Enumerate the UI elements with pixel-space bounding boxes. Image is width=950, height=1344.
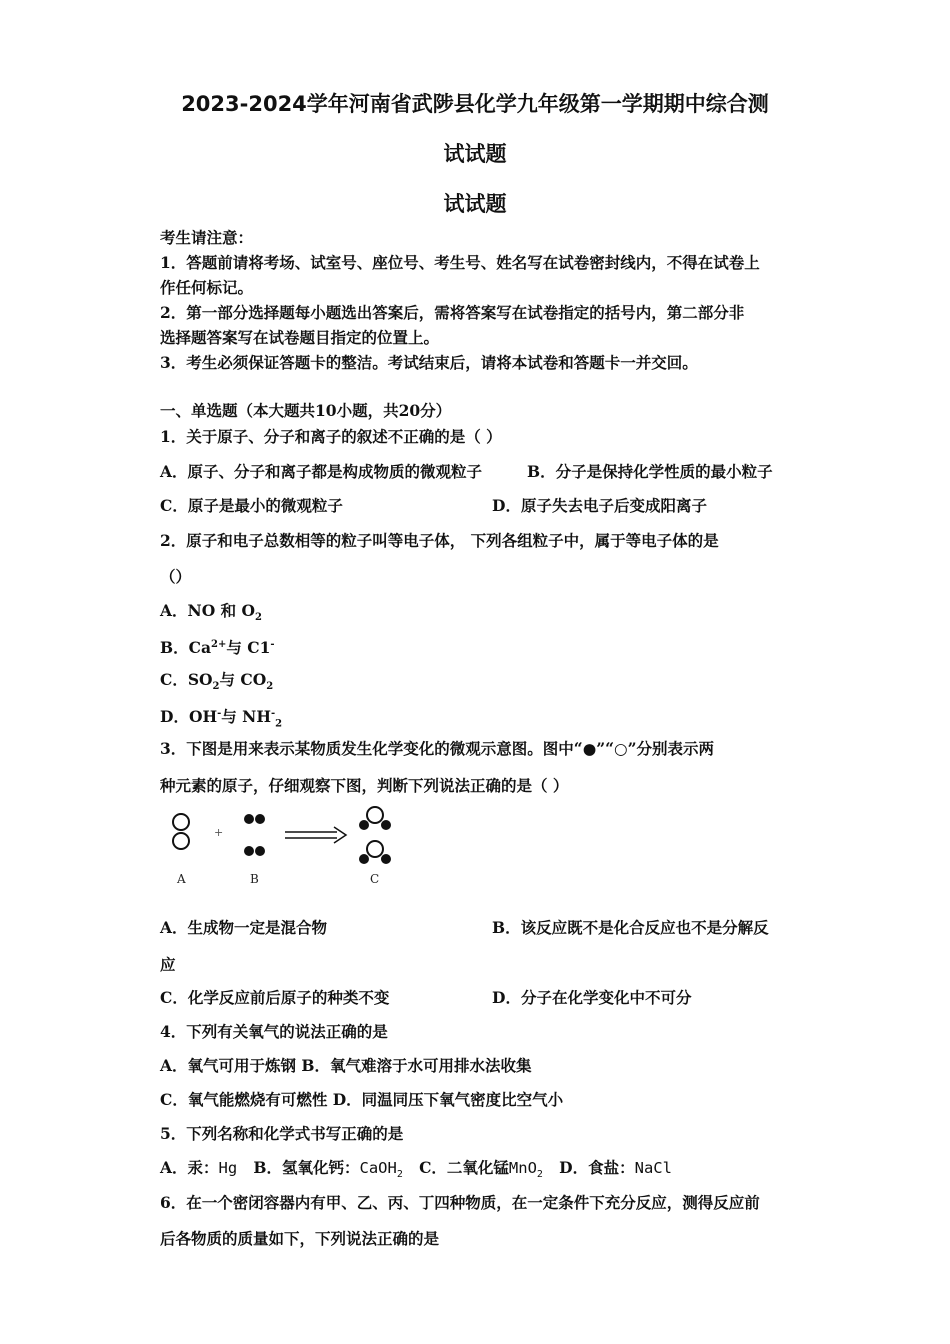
q2-option-b	[160, 635, 275, 658]
q5-b-label: B．氢氧化钙：	[253, 1158, 360, 1177]
q2-b-sup2: -	[270, 639, 275, 650]
q1-option-a: A．原子、分子和离子都是构成物质的微观粒子	[160, 462, 483, 481]
q2-d-text1: OH	[188, 707, 218, 727]
figure-label-b: B	[250, 872, 259, 886]
q5-d-formula: NaCl	[634, 1159, 672, 1177]
q3-option-c: C．化学反应前后原子的种类不变	[160, 988, 390, 1007]
q3-option-a: A．生成物一定是混合物	[160, 918, 328, 937]
notice-item-1b: 作任何标记。	[160, 278, 254, 297]
q3-stem-a: 3．下图是用来表示某物质发生化学变化的微观示意图。图中“●”“○”分别表示两	[160, 739, 714, 758]
q2-a-sub: 2	[255, 612, 262, 624]
q2-b-sup1: 2+	[211, 639, 227, 650]
q2-stem: 2．原子和电子总数相等的粒子叫等电子体， 下列各组粒子中，属于等电子体的是	[160, 531, 719, 550]
q2-c-sub1: 2	[212, 681, 220, 693]
q5-b-formula: CaOH	[359, 1159, 397, 1177]
q3-option-b-cont: 应	[160, 955, 176, 974]
q2-c-sub2: 2	[266, 681, 274, 693]
plus-sign: +	[214, 826, 224, 839]
q6-stem-b: 后各物质的质量如下，下列说法正确的是	[160, 1229, 440, 1248]
notice-item-2b: 选择题答案写在试卷题目指定的位置上。	[160, 328, 440, 347]
q3-option-b: B．该反应既不是化合反应也不是分解反	[492, 918, 769, 937]
q1-stem: 1．关于原子、分子和离子的叙述不正确的是（ ）	[160, 427, 502, 446]
page-title-line2: 试试题	[443, 142, 507, 166]
notice-item-1a: 1．答题前请将考场、试室号、座位号、考生号、姓名写在试卷密封线内，不得在试卷上	[160, 253, 760, 272]
q4-options-cd: C．氧气能燃烧有可燃性 D．同温同压下氧气密度比空气小	[160, 1090, 564, 1109]
q2-c-text1: SO	[187, 670, 213, 689]
q2-b-text1: Ca	[188, 638, 211, 658]
reaction-diagram	[160, 805, 408, 889]
q2-a-text: NO 和 O	[187, 601, 255, 620]
figure-label-c: C	[370, 872, 380, 886]
q4-stem: 4．下列有关氧气的说法正确的是	[160, 1022, 388, 1041]
q1-option-c: C．原子是最小的微观粒子	[160, 496, 343, 515]
figure-label-a: A	[177, 872, 186, 886]
notice-item-2a: 2．第一部分选择题每小题选出答案后，需将答案写在试卷指定的括号内，第二部分非	[160, 303, 745, 322]
q2-b-label: B．	[160, 638, 189, 658]
q2-option-d	[160, 704, 282, 734]
q3-option-d: D．分子在化学变化中不可分	[492, 988, 692, 1007]
q2-paren: （）	[160, 567, 192, 586]
section-heading: 一、单选题（本大题共10小题，共20分）	[160, 401, 452, 420]
q2-d-sup1: -	[217, 708, 222, 719]
q5-d-label: D．食盐：	[559, 1158, 635, 1177]
q2-a-label: A．	[160, 601, 188, 620]
q2-option-c	[160, 670, 273, 697]
q5-b-sub: 2	[396, 1169, 403, 1181]
q5-a-formula: Hg	[218, 1159, 238, 1177]
q2-c-label: C．	[160, 670, 188, 689]
q5-stem: 5．下列名称和化学式书写正确的是	[160, 1124, 404, 1143]
q1-option-b: B．分子是保持化学性质的最小粒子	[527, 462, 773, 481]
molecule-a	[173, 814, 189, 849]
molecule-c	[359, 807, 391, 864]
q2-d-sub2: 2	[275, 718, 283, 730]
q5-a-label: A．汞：	[160, 1158, 219, 1177]
q1-option-d: D．原子失去电子后变成阳离子	[492, 496, 707, 515]
q5-options	[160, 1158, 672, 1185]
notice-item-3: 3．考生必须保证答题卡的整洁。考试结束后，请将本试卷和答题卡一并交回。	[160, 353, 698, 372]
q5-c-formula: MnO	[508, 1159, 537, 1177]
molecule-b	[244, 814, 265, 856]
q5-c-label: C．二氧化锰	[419, 1158, 509, 1177]
q2-d-label: D．	[160, 707, 189, 727]
notice-heading: 考生请注意：	[160, 228, 254, 247]
q6-stem-a: 6．在一个密闭容器内有甲、乙、丙、丁四种物质，在一定条件下充分反应，测得反应前	[160, 1193, 760, 1212]
q2-d-text2: 与 NH	[221, 707, 271, 727]
reaction-arrow-icon	[285, 827, 346, 843]
q2-d-sup2: -	[270, 708, 276, 719]
q5-c-sub: 2	[536, 1169, 543, 1181]
q3-stem-b: 种元素的原子，仔细观察下图，判断下列说法正确的是（ ）	[160, 776, 569, 795]
q2-option-a	[160, 601, 262, 628]
q2-c-text2: 与 CO	[219, 670, 267, 689]
page-title-line3: 试试题	[443, 192, 507, 216]
q4-options-ab: A．氧气可用于炼钢 B．氧气难溶于水可用排水法收集	[160, 1056, 532, 1075]
q2-b-text2: 与 C1	[226, 638, 271, 658]
page-title: 2023-2024学年河南省武陟县化学九年级第一学期期中综合测	[181, 92, 769, 116]
